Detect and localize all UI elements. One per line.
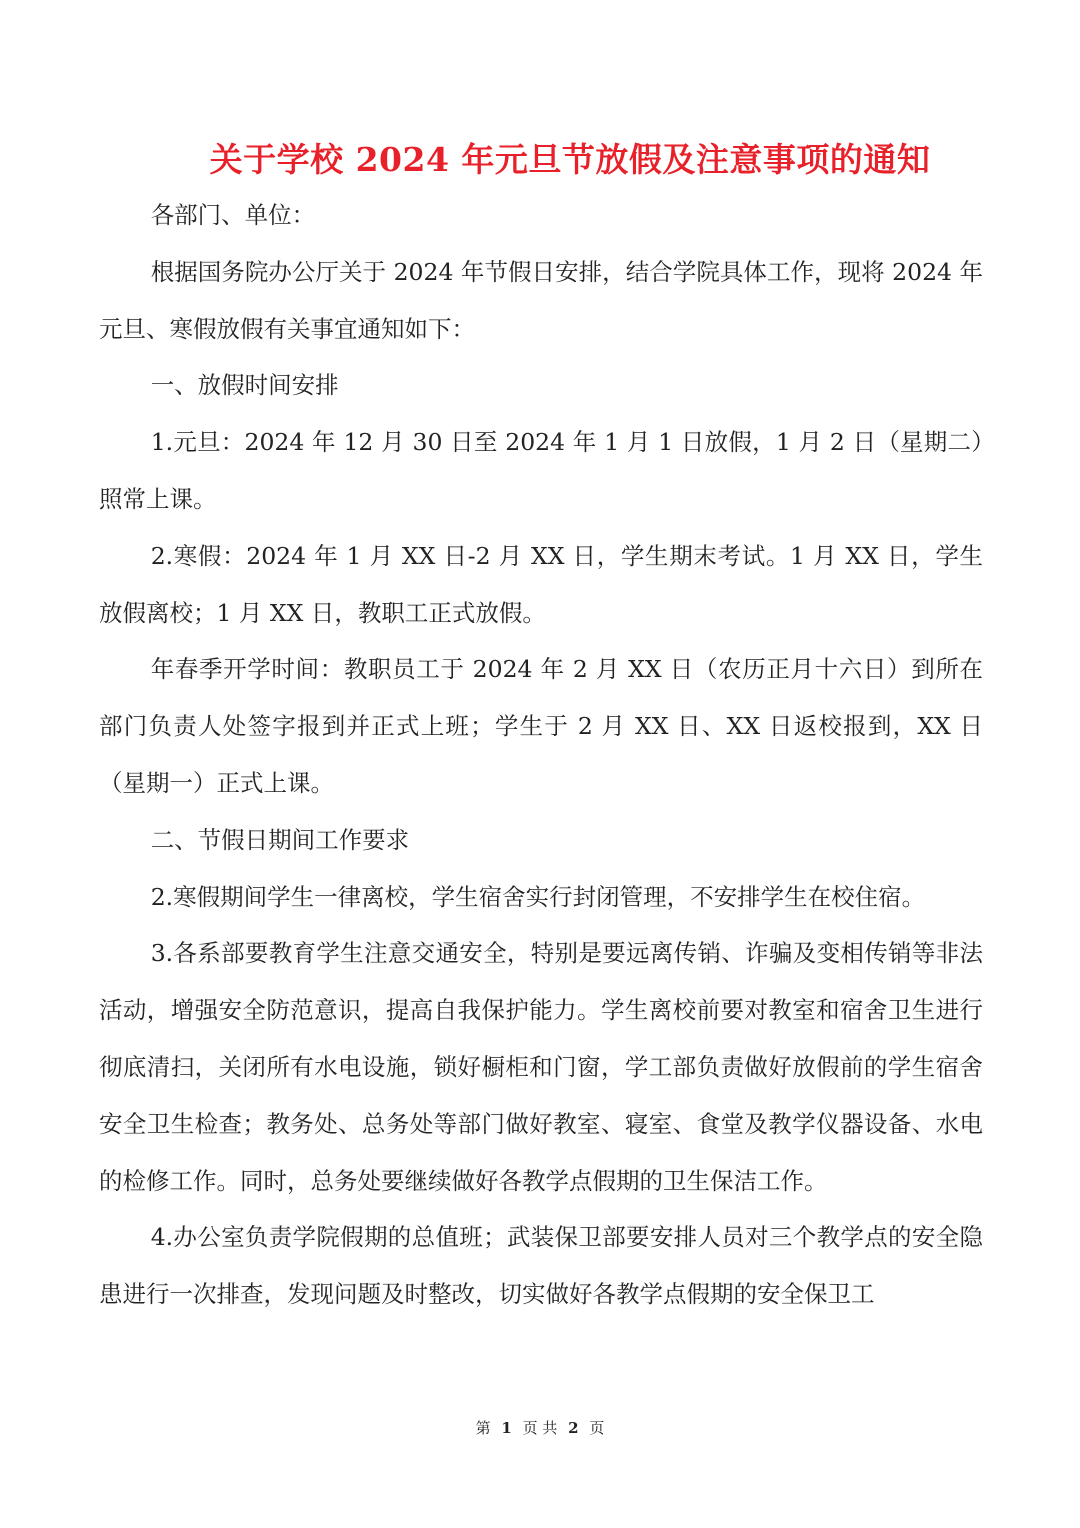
page-footer bbox=[0, 1416, 1080, 1440]
footer-middle: 页 共 bbox=[522, 1419, 558, 1437]
paragraph-spring-start: 年春季开学时间：教职员工于 2024 年 2 月 XX 日（农历正月十六日）到所在部门负责人处签字报到并正式上班；学生于 2 月 XX 日、XX 日返校报到，XX 日（星期一）正式上课。 bbox=[99, 655, 983, 797]
document-title: 关于学校 2024 年元旦节放假及注意事项的通知 bbox=[209, 140, 931, 179]
section-heading-1: 一、放假时间安排 bbox=[150, 371, 339, 400]
footer-prefix: 第 bbox=[475, 1419, 491, 1437]
paragraph-new-year: 1.元旦：2024 年 12 月 30 日至 2024 年 1 月 1 日放假，1 月 2 日（星期二）照常上课。 bbox=[99, 428, 983, 513]
salutation: 各部门、单位： bbox=[150, 201, 316, 229]
section-heading-2: 二、节假日期间工作要求 bbox=[150, 825, 410, 854]
footer-total-pages: 2 bbox=[568, 1419, 579, 1437]
paragraph-duty: 4.办公室负责学院假期的总值班；武装保卫部要安排人员对三个教学点的安全隐患进行一次排查，发现问题及时整改，切实做好各教学点假期的安全保卫工 bbox=[99, 1223, 983, 1309]
footer-suffix: 页 bbox=[589, 1419, 605, 1437]
paragraph-safety: 3.各系部要教育学生注意交通安全，特别是要远离传销、诈骗及变相传销等非法活动，增强安全防范意识，提高自我保护能力。学生离校前要对教室和宿舍卫生进行彻底清扫，关闭所有水电设施，锁好橱柜和门窗，学工部负责做好放假前的学生宿舍安全卫生检查；教务处、总务处等部门做好教室、寝室、食堂及教学仪器设备、水电的检修工作。同时，总务处要继续做好各教学点假期的卫生保洁工作。 bbox=[99, 939, 983, 1195]
document-body bbox=[99, 187, 983, 1323]
paragraph-dormitory: 2.寒假期间学生一律离校，学生宿舍实行封闭管理，不安排学生在校住宿。 bbox=[150, 882, 926, 911]
paragraph-winter-break: 2.寒假：2024 年 1 月 XX 日-2 月 XX 日，学生期末考试。1 月 XX 日，学生放假离校；1 月 XX 日，教职工正式放假。 bbox=[99, 541, 983, 627]
intro-paragraph: 根据国务院办公厅关于 2024 年节假日安排，结合学院具体工作，现将 2024 年元旦、寒假放假有关事宜通知如下： bbox=[99, 257, 983, 343]
footer-page-number: 1 bbox=[501, 1419, 512, 1437]
